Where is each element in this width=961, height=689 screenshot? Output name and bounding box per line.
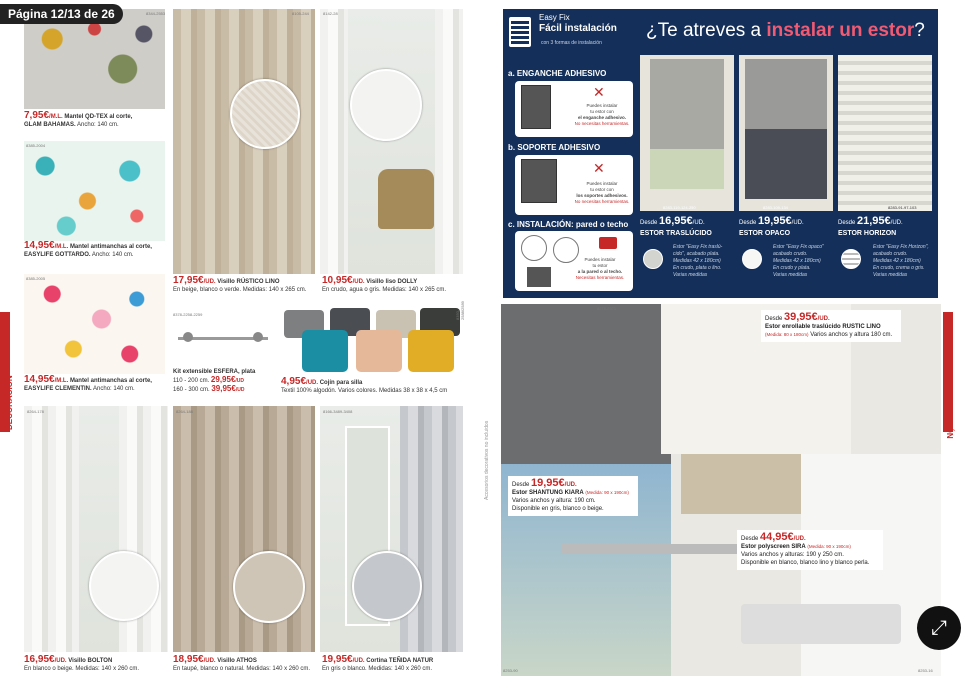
rod-size-1: 110 - 200 cm. — [173, 378, 210, 384]
product-ref: 8385-2004 — [26, 143, 46, 148]
from-label: Desde — [512, 482, 530, 488]
estor-traslucido-name: ESTOR TRASLÚCIDO — [640, 230, 712, 237]
estor-horizon-name: ESTOR HORIZON — [838, 230, 897, 237]
step-b-title: b. SOPORTE ADHESIVO — [508, 143, 601, 152]
product-name: Mantel antimanchas al corte, — [69, 244, 152, 250]
product-name: Visillo ATHOS — [217, 658, 257, 664]
price-unit: /UD. — [352, 279, 365, 285]
catalog-page-left — [0, 0, 476, 689]
product-name: Mantel antimanchas al corte, — [69, 378, 152, 384]
price: 7,95€ — [24, 110, 50, 121]
product-name-2: GLAM BAHAMAS. — [24, 122, 76, 128]
tablecloth-gottardo-image[interactable] — [24, 141, 165, 241]
price: 4,95€ — [281, 376, 307, 387]
product-ref: 8350-2588/2589 — [455, 301, 465, 320]
product-size: (Medida: 80 x 180cm) — [765, 332, 809, 337]
price-unit: /UD. — [54, 658, 67, 664]
curtain-natur-image[interactable] — [320, 406, 463, 652]
product-ref: 8105-244 — [292, 11, 309, 16]
step-c-box — [515, 231, 633, 291]
product-name: Cortina TEÑIDA NATUR — [366, 658, 434, 664]
product-detail: Varios anchos y altura 180 cm. — [810, 332, 893, 338]
step-a-note: Puedes instalar tu estor con el enganche adhesivo. No necesitas herramientas. — [574, 103, 630, 126]
rod-size-2: 160 - 300 cm. — [173, 387, 210, 393]
estor-horizon-price: Desde 21,95€/UD. — [838, 215, 903, 227]
product-ref: 8283-119-124-250 — [663, 205, 696, 210]
product-name: Visillo RÚSTICO LINO — [217, 279, 280, 285]
product-ref: 8344-2553 — [146, 11, 166, 16]
from-label: Desde — [765, 316, 783, 322]
fabric-swatch — [841, 249, 861, 269]
product-ref: 8253-90 — [503, 668, 518, 673]
no-tools-icon: ✕ — [593, 84, 605, 100]
section-label-left: DECORACIÓN — [5, 375, 14, 430]
chair-cushion-caption — [281, 378, 471, 395]
curtain-athos-caption — [173, 656, 323, 673]
curtain-bolton-caption — [24, 656, 174, 673]
product-detail: En gris o blanco. Medidas: 140 x 260 cm. — [322, 666, 433, 672]
step-c-title: c. INSTALACIÓN: pared o techo — [508, 220, 629, 229]
product-name: Estor SHANTUNG KIARA — [512, 490, 584, 496]
price: 14,95€ — [24, 374, 55, 385]
price: 16,95€ — [24, 654, 55, 665]
step-b-note: Puedes instalar tu estor con los soportes adhesivos. No necesitas herramientas. — [574, 181, 630, 204]
no-tools-icon: ✕ — [593, 160, 605, 176]
price-unit: /M.L. — [54, 378, 69, 384]
tablecloth-glam-caption — [24, 112, 174, 129]
product-ref: 8283-91-97-103 — [888, 205, 917, 210]
product-name: Visillo BOLTON — [68, 658, 113, 664]
estor-opaco-price: Desde 19,95€/UD. — [739, 215, 804, 227]
step-a-box — [515, 81, 633, 137]
price: 14,95€ — [24, 240, 55, 251]
price: 39,95€ — [784, 311, 818, 323]
product-size: (Medida: 90 x 190cm) — [807, 544, 851, 549]
product-ref: 8278-2371 — [597, 306, 617, 311]
page-indicator: Página 12/13 de 26 — [0, 4, 123, 24]
curtain-rod-caption — [173, 368, 283, 394]
price-unit: /UD. — [203, 279, 216, 285]
product-ref: 8378-2258-2259 — [173, 312, 203, 317]
section-label-right: DECORACIÓN — [945, 384, 954, 439]
product-detail: Ancho: 140 cm. — [77, 122, 119, 128]
fabric-zoom-circle — [89, 551, 159, 621]
tablecloth-clementin-image[interactable] — [24, 274, 165, 374]
price: 19,95€ — [531, 477, 565, 489]
product-name: Visillo liso DOLLY — [366, 279, 418, 285]
step-c-note: Puedes instalar tu estor a la pared o al techo. Necesitas herramientas. — [575, 257, 625, 280]
tablecloth-glam-image[interactable] — [24, 9, 165, 109]
expand-icon: ⤢ — [931, 617, 947, 639]
estor-traslucido-photo[interactable] — [640, 55, 734, 211]
curtain-dolly-image[interactable] — [320, 9, 463, 274]
curtain-natur-caption — [322, 656, 472, 673]
headline-highlight: instalar un estor — [766, 20, 915, 41]
easy-fix-banner — [503, 9, 938, 298]
gutter-note: Accesorios decorativos no incluidos — [484, 420, 490, 500]
estor-traslucido-desc: Estor "Easy Fix traslú- cido", acabado plata. Medidas 42 x 180cm) En crudo, plata o lino. Varias medidas — [673, 244, 723, 278]
price: 10,95€ — [322, 275, 353, 286]
price: 44,95€ — [760, 531, 794, 543]
estor-horizon-desc: Estor "Easy Fix Horizon", acabado crudo. Medidas 42 x 180cm) En crudo, crema o gris. Varias medidas — [873, 244, 929, 278]
product-ref: 8264-178 — [27, 409, 44, 414]
fullscreen-button[interactable] — [917, 606, 961, 650]
fabric-zoom-circle — [350, 69, 422, 141]
fabric-swatch — [742, 249, 762, 269]
estor-opaco-photo[interactable] — [739, 55, 833, 211]
fabric-zoom-circle — [233, 551, 305, 623]
price-unit: /UD. — [352, 658, 365, 664]
curtain-bolton-image[interactable] — [24, 406, 168, 652]
product-name: Estor enrollable traslúcido RUSTIC LINO — [765, 324, 881, 330]
headline-part-1: ¿Te atreves a — [646, 20, 767, 41]
estor-horizon-photo[interactable] — [838, 55, 932, 211]
from-label: Desde — [741, 536, 759, 542]
chair-cushion-image[interactable] — [280, 306, 463, 376]
rod-price-1: 29,95€ — [210, 375, 236, 384]
brand-small: Easy Fix — [539, 13, 570, 22]
step-b-box — [515, 155, 633, 215]
product-ref: 8264-188 — [176, 409, 193, 414]
product-detail: Ancho: 140 cm. — [91, 252, 134, 258]
price: 19,95€ — [322, 654, 353, 665]
step-a-title: a. ENGANCHE ADHESIVO — [508, 69, 607, 78]
fabric-zoom-circle — [230, 79, 300, 149]
price-unit: /UD. — [564, 482, 577, 488]
drill-icon — [599, 237, 617, 249]
curtain-athos-image[interactable] — [173, 406, 315, 652]
price-unit: /UD — [235, 387, 245, 393]
tablecloth-gottardo-caption — [24, 242, 174, 259]
product-name: Estor polyscreen SIRA — [741, 544, 806, 550]
fabric-swatch — [643, 249, 663, 269]
brand-subtitle: con 3 formas de instalación — [541, 40, 602, 46]
product-name: Cojín para silla — [319, 380, 363, 386]
product-ref: 8283-109-134 — [763, 205, 788, 210]
fabric-zoom-circle — [352, 551, 422, 621]
product-detail-2: Disponible en gris, blanco o beige. — [512, 506, 604, 512]
product-name: Kit extensible ESFERA, plata — [173, 369, 256, 375]
rustic-lino-card — [761, 310, 901, 342]
price: 17,95€ — [173, 275, 204, 286]
product-detail-1: Varios anchos y alturas: 190 y 250 cm. — [741, 552, 844, 558]
sira-card — [737, 530, 883, 570]
rod-price-2: 39,95€ — [211, 384, 236, 393]
curtain-rustico-caption — [173, 277, 323, 294]
product-name-2: EASYLIFE CLEMENTIN. — [24, 386, 92, 392]
tablecloth-clementin-caption — [24, 376, 174, 393]
brand-title: Fácil instalación — [539, 23, 617, 34]
price-unit: /UD. — [306, 380, 319, 386]
roller-blind-icon — [509, 17, 531, 47]
price-unit: /UD. — [793, 536, 806, 542]
curtain-rustico-image[interactable] — [173, 9, 315, 274]
product-detail: En crudo, agua o gris. Medidas: 140 x 265 cm. — [322, 287, 447, 293]
curtain-dolly-caption — [322, 277, 472, 294]
product-detail: Textil 100% algodón. Varios colores. Medidas 38 x 38 x 4,5 cm — [281, 388, 448, 394]
price-unit: /UD. — [203, 658, 216, 664]
curtain-rod-image[interactable] — [173, 310, 273, 365]
banner-headline — [646, 20, 925, 42]
price-unit: /M.L. — [54, 244, 69, 250]
product-detail-1: Varios anchos y altura: 190 cm. — [512, 498, 596, 504]
product-detail: En beige, blanco o verde. Medidas: 140 x 265 cm. — [173, 287, 307, 293]
product-name-2: EASYLIFE GOTTARDO. — [24, 252, 91, 258]
product-size: (Medida: 90 x 190cm) — [585, 490, 629, 495]
estor-opaco-desc: Estor "Easy Fix opaco" acabado crudo. Medidas 42 x 180cm) En crudo y plata. Varias medidas — [773, 244, 824, 278]
product-detail: En blanco o beige. Medidas: 140 x 260 cm. — [24, 666, 140, 672]
product-ref: 8166-3489-3408 — [323, 409, 353, 414]
price-unit: /UD — [235, 378, 245, 384]
product-ref: 8142-28 — [323, 11, 338, 16]
product-detail-2: Disponible en blanco, blanco lino y blanco perla. — [741, 560, 870, 566]
product-ref: 8253-16 — [918, 668, 933, 673]
estor-opaco-name: ESTOR OPACO — [739, 230, 791, 237]
product-detail: En taupé, blanco o natural. Medidas: 140 x 260 cm. — [173, 666, 311, 672]
kiara-card — [508, 476, 638, 516]
price-unit: /UD. — [817, 316, 830, 322]
price-unit: /M.L. — [49, 114, 63, 120]
product-name: Mantel QD-TEX al corte, — [64, 114, 133, 120]
headline-part-3: ? — [914, 20, 925, 41]
estor-traslucido-price: Desde 16,95€/UD. — [640, 215, 705, 227]
price: 18,95€ — [173, 654, 204, 665]
product-detail: Ancho: 140 cm. — [93, 386, 135, 392]
product-ref: 8385-2005 — [26, 276, 46, 281]
